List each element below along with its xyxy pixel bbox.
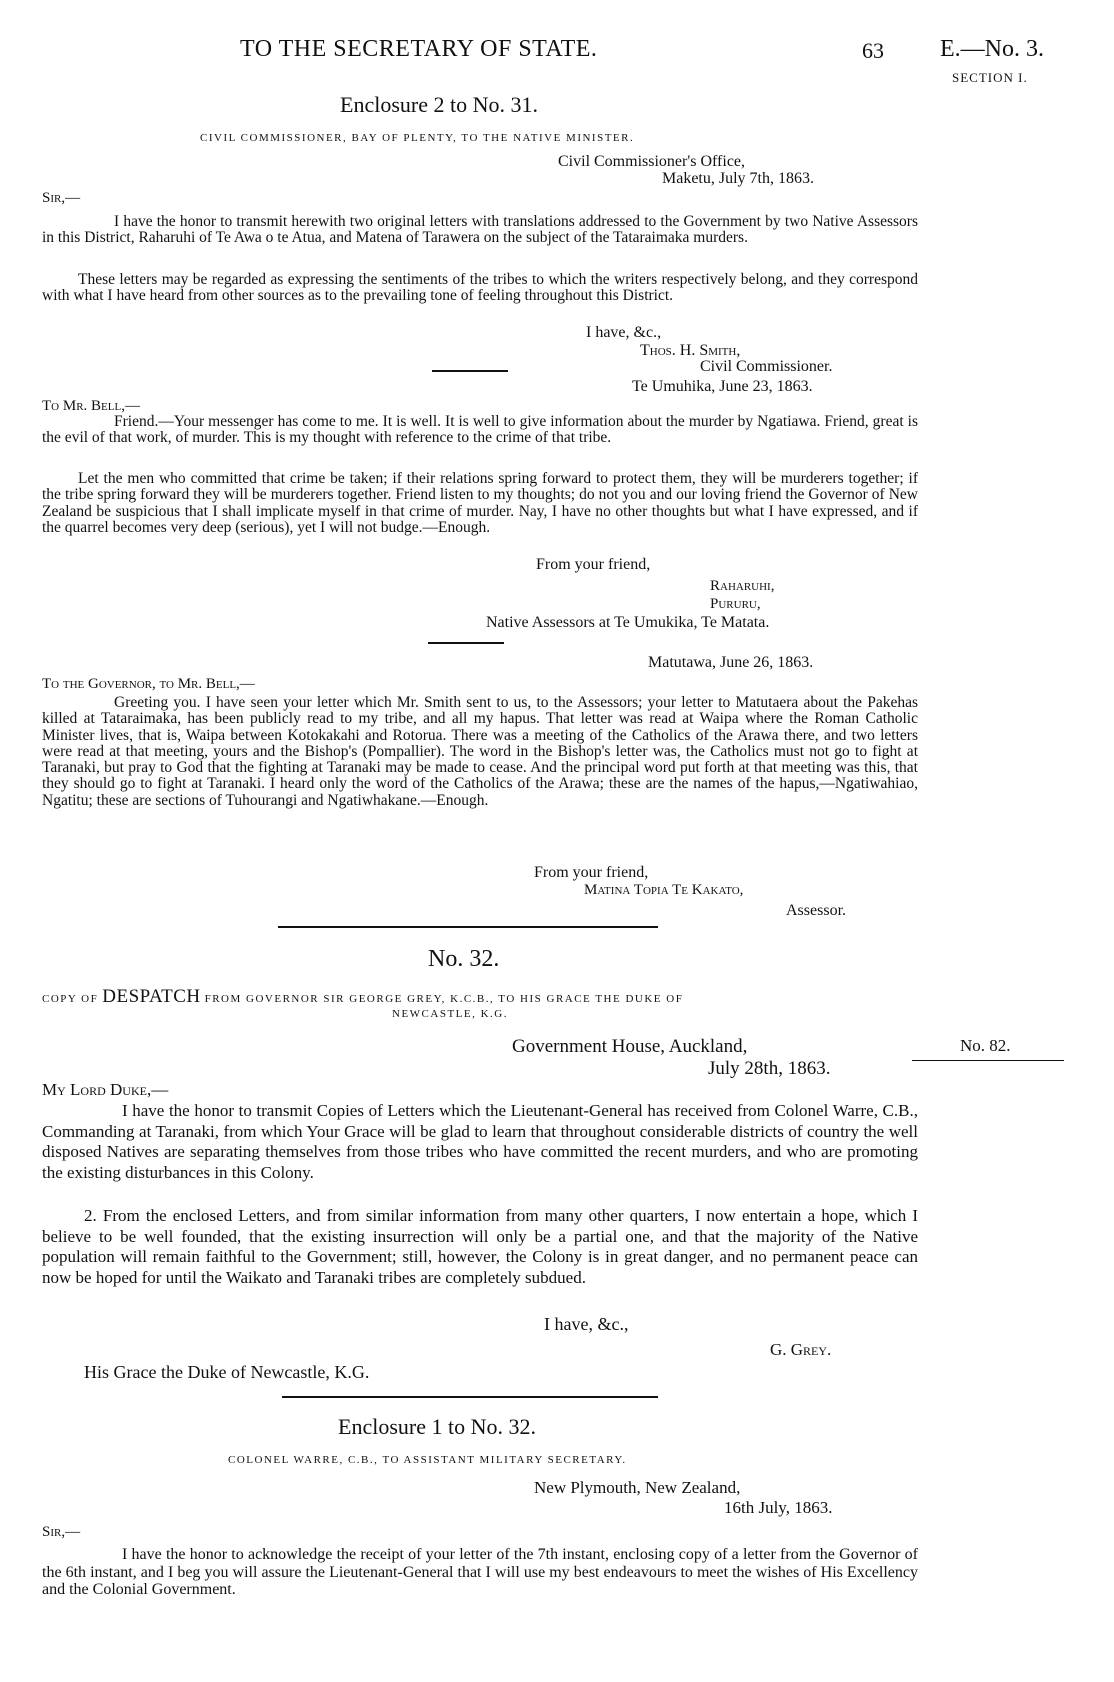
enclosure-subheading: COLONEL WARRE, C.B., TO ASSISTANT MILITARY SECRETARY.	[228, 1454, 627, 1466]
section-divider	[278, 926, 658, 928]
paragraph: These letters may be regarded as expressing the sentiments of the tribes to which the writers respectively belong, and they correspond with what I have heard from other sources as to the prevailing tone of feeling throughout this District.	[42, 271, 918, 305]
section-label: SECTION I.	[952, 70, 1028, 85]
letter-place: Civil Commissioner's Office,	[558, 153, 746, 170]
salutation: To the Governor, to Mr. Bell,—	[42, 676, 255, 692]
signature: Thos. H. Smith,	[640, 342, 741, 359]
salutation: My Lord Duke,—	[42, 1080, 169, 1099]
letter-date: 16th July, 1863.	[724, 1498, 833, 1517]
paragraph: Friend.—Your messenger has come to me. It is well. It is well to give information about the murder by Ngatiawa. Friend, great is the evil of that work, of murder. This is my thought with reference to the crime of that tribe.	[42, 413, 918, 447]
salutation: To Mr. Bell,—	[42, 398, 140, 414]
letter-place-date: Matutawa, June 26, 1863.	[648, 654, 814, 671]
despatch-place: Government House, Auckland,	[512, 1036, 748, 1057]
despatch-date: July 28th, 1863.	[708, 1058, 831, 1079]
letter-place-date: Te Umuhika, June 23, 1863.	[632, 378, 813, 395]
divider	[432, 370, 508, 372]
signer-title: Assessor.	[786, 902, 847, 919]
subheading-copy: COPY OF	[42, 993, 99, 1005]
paragraph: I have the honor to transmit herewith two original letters with translations addressed to the Government by two Native Assessors in this District, Raharuhi of Te Awa o te Atua, and Matena of Tarawera on the subject of the Tataraimaka murders.	[42, 213, 918, 247]
letter-place: New Plymouth, New Zealand,	[534, 1478, 741, 1497]
signature: Matina Topia Te Kakato,	[584, 882, 744, 898]
closing: From your friend,	[536, 556, 651, 573]
subheading-despatch: DESPATCH	[102, 986, 201, 1007]
paragraph: I have the honor to transmit Copies of Letters which the Lieutenant-General has received from Colonel Warre, C.B., Commanding at Taranaki, from which Your Grace will be glad to learn that throughout considerable districts of country the well disposed Natives are separating themselves from those tribes who have committed the recent murders, and who are promoting the existing disturbances in this Colony.	[42, 1101, 918, 1182]
salutation: Sir,—	[42, 1524, 81, 1540]
letter-date: Maketu, July 7th, 1863.	[662, 170, 814, 187]
addressee: His Grace the Duke of Newcastle, K.G.	[84, 1362, 370, 1382]
subheading-rest: FROM GOVERNOR SIR GEORGE GREY, K.C.B., TO HIS GRACE THE DUKE OF	[204, 993, 684, 1005]
running-title: TO THE SECRETARY OF STATE.	[240, 36, 598, 62]
closing: From your friend,	[534, 864, 649, 881]
page-number: 63	[862, 38, 884, 63]
despatch-number: No. 32.	[428, 946, 500, 972]
signature: Pururu,	[710, 596, 761, 612]
signature: G. Grey.	[770, 1340, 832, 1359]
signer-title: Native Assessors at Te Umukika, Te Matata.	[486, 614, 770, 631]
paragraph: Let the men who committed that crime be taken; if their relations spring forward to protect them, they will be murderers together; if the tribe spring forward they will be murderers together. Friend listen to my thoughts; do not you and our loving friend the Governor of New Zealand be suspicious that I shall implicate myself in that crime of murder. Nay, I have no other thoughts but what I have expressed, and if the quarrel becomes very deep (serious), yet I will not budge.—Enough.	[42, 470, 918, 536]
signature: Raharuhi,	[710, 578, 775, 594]
closing: I have, &c.,	[544, 1314, 629, 1334]
paragraph: Greeting you. I have seen your letter which Mr. Smith sent to us, to the Assessors; your letter to Matutaera about the Pakehas killed at Tataraimaka, has been publicly read to my tribe, and all my hapus. That letter was read at Waipa where the Roman Catholic Minister lives, that is, Waipa between Kotokakahi and Rotorua. There was a meeting of the Catholics of the Arawa there, and two letters were read at that meeting, yours and the Bishop's (Pompallier). The word in the Bishop's letter was, the Catholics must not go to fight at Taranaki, but pray to God that the fighting at Taranaki may be made to cease. And the principal word put forth at that meeting was this, that they should go to fight at Taranaki. I heard only the word of the Catholics of the Arawa; these are the names of the hapus,—Ngatiwahiao, Ngatitu; these are sections of Tuhourangi and Ngatiwhakane.—Enough.	[42, 694, 918, 809]
enclosure-heading: Enclosure 2 to No. 31.	[340, 92, 538, 117]
salutation: Sir,—	[42, 190, 81, 206]
section-divider	[282, 1396, 658, 1398]
divider	[428, 642, 504, 644]
margin-reference: No. 82.	[960, 1036, 1011, 1055]
enclosure-heading: Enclosure 1 to No. 32.	[338, 1414, 536, 1439]
signer-title: Civil Commissioner.	[700, 358, 833, 375]
despatch-subheading-line2: NEWCASTLE, K.G.	[392, 1008, 508, 1020]
paragraph: 2. From the enclosed Letters, and from similar information from many other quarters, I now entertain a hope, which I believe to be well founded, that the existing insurrection will only be a partial one, and that the majority of the Native population will remain faithful to the Government; still, however, the Colony is in great danger, and no permanent peace can now be hoped for until the Waikato and Taranaki tribes are completely subdued.	[42, 1206, 918, 1287]
closing: I have, &c.,	[586, 324, 662, 341]
paragraph: I have the honor to acknowledge the receipt of your letter of the 7th instant, enclosing copy of a letter from the Governor of the 6th instant, and I beg you will assure the Lieutenant-General that I will use my best endeavours to meet the wishes of His Excellency and the Colonial Government.	[42, 1546, 918, 1598]
despatch-subheading	[42, 986, 683, 1008]
enclosure-subheading: CIVIL COMMISSIONER, BAY OF PLENTY, TO THE NATIVE MINISTER.	[200, 132, 635, 144]
paper-reference: E.—No. 3.	[940, 36, 1044, 62]
margin-rule	[912, 1060, 1064, 1061]
